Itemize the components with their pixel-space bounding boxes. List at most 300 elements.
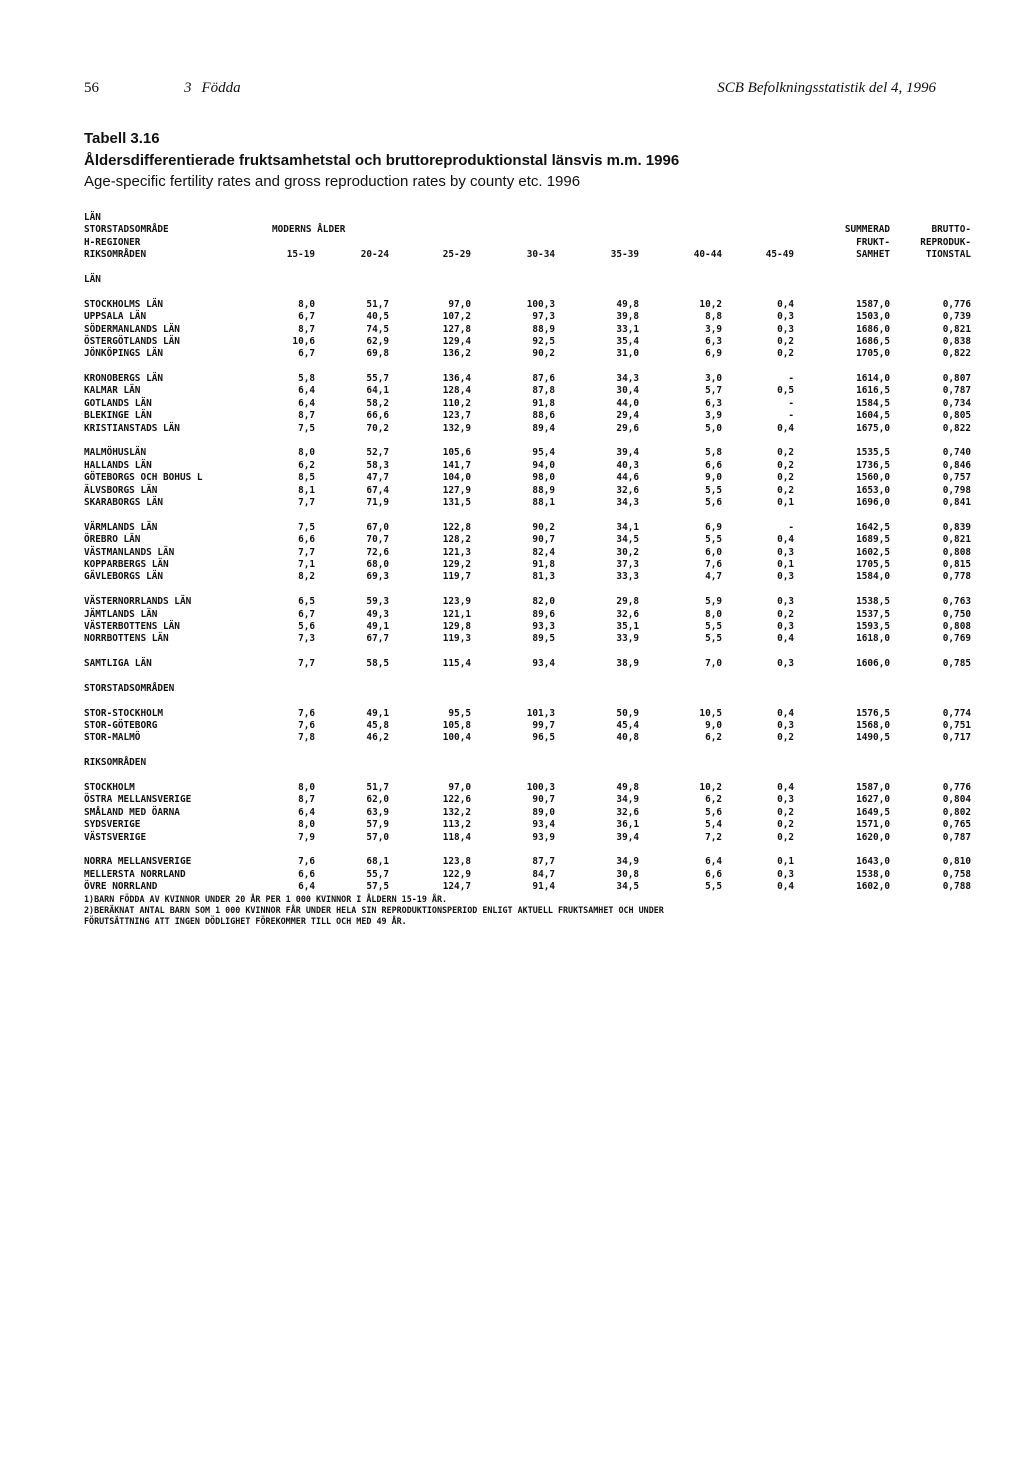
cell-value: 8,0 bbox=[298, 447, 315, 459]
cell-value: 93,9 bbox=[532, 831, 555, 843]
table-row bbox=[84, 633, 984, 645]
table-body bbox=[84, 262, 984, 894]
cell-value: 33,9 bbox=[616, 633, 639, 645]
row-label: ÖREBRO LÄN bbox=[84, 534, 141, 546]
table-row bbox=[84, 485, 984, 497]
cell-value: 0,788 bbox=[942, 881, 971, 893]
cell-value: 0,2 bbox=[777, 806, 794, 818]
stub-header-storstad: STORSTADSOMRÅDE bbox=[84, 224, 169, 236]
cell-value: 0,769 bbox=[942, 633, 971, 645]
cell-value: 132,2 bbox=[442, 806, 471, 818]
footnotes bbox=[84, 894, 664, 927]
cell-value: 5,7 bbox=[705, 385, 722, 397]
section-heading bbox=[84, 683, 984, 695]
cell-value: 62,0 bbox=[366, 794, 389, 806]
cell-value: 1675,0 bbox=[856, 422, 890, 434]
cell-value: 5,9 bbox=[705, 596, 722, 608]
row-label: VÄSTERNORRLANDS LÄN bbox=[84, 596, 192, 608]
cell-value: 51,7 bbox=[366, 781, 389, 793]
row-label: KRONOBERGS LÄN bbox=[84, 373, 164, 385]
table-row bbox=[84, 658, 984, 670]
table-row bbox=[84, 522, 984, 534]
age-header-45-49: 45-49 bbox=[765, 249, 794, 261]
cell-value: 46,2 bbox=[366, 732, 389, 744]
cell-value: 6,3 bbox=[705, 397, 722, 409]
row-label: SKARABORGS LÄN bbox=[84, 496, 164, 508]
cell-value: 57,9 bbox=[366, 819, 389, 831]
cell-value: 110,2 bbox=[442, 397, 471, 409]
cell-value: 0,805 bbox=[942, 410, 971, 422]
cell-value: 58,3 bbox=[366, 459, 389, 471]
summed-header-1: SUMMERAD bbox=[844, 224, 890, 236]
cell-value: 45,8 bbox=[366, 720, 389, 732]
row-label: VÄSTMANLANDS LÄN bbox=[84, 546, 175, 558]
cell-value: 30,8 bbox=[616, 868, 639, 880]
cell-value: 1643,0 bbox=[856, 856, 890, 868]
footnote-1: 1)BARN FÖDDA AV KVINNOR UNDER 20 ÅR PER 1 000 KVINNOR I ÅLDERN 15-19 ÅR. bbox=[84, 894, 448, 904]
row-label: ÄLVSBORGS LÄN bbox=[84, 484, 158, 496]
table-row bbox=[84, 460, 984, 472]
table-titles bbox=[84, 130, 679, 190]
table-title-english: Age-specific fertility rates and gross reproduction rates by county etc. 1996 bbox=[84, 173, 581, 190]
cell-value: 6,4 bbox=[298, 397, 315, 409]
cell-value: 90,7 bbox=[532, 794, 555, 806]
cell-value: 5,5 bbox=[705, 534, 722, 546]
cell-value: 9,0 bbox=[705, 472, 722, 484]
gross-header-2: REPRODUK- bbox=[920, 236, 971, 248]
cell-value: 88,6 bbox=[532, 410, 555, 422]
spacer bbox=[84, 844, 984, 856]
cell-value: 0,804 bbox=[942, 794, 971, 806]
stub-header-lan: LÄN bbox=[84, 212, 101, 223]
cell-value: 40,5 bbox=[366, 311, 389, 323]
publication-title: SCB Befolkningsstatistik del 4, 1996 bbox=[717, 80, 936, 96]
cell-value: 0,3 bbox=[777, 620, 794, 632]
cell-value: 67,7 bbox=[366, 633, 389, 645]
cell-value: 93,3 bbox=[532, 620, 555, 632]
row-label: STOCKHOLM bbox=[84, 781, 135, 793]
cell-value: 6,6 bbox=[705, 868, 722, 880]
cell-value: 1535,5 bbox=[856, 447, 890, 459]
cell-value: 6,2 bbox=[298, 459, 315, 471]
cell-value: 30,4 bbox=[616, 385, 639, 397]
row-label: GÄVLEBORGS LÄN bbox=[84, 571, 164, 583]
cell-value: 1614,0 bbox=[856, 373, 890, 385]
cell-value: 0,802 bbox=[942, 806, 971, 818]
cell-value: 0,3 bbox=[777, 546, 794, 558]
cell-value: 0,821 bbox=[942, 323, 971, 335]
cell-value: 3,9 bbox=[705, 410, 722, 422]
cell-value: 82,0 bbox=[532, 596, 555, 608]
age-group-header: MODERNS ÅLDER bbox=[272, 224, 346, 236]
cell-value: 0,776 bbox=[942, 298, 971, 310]
cell-value: 6,0 bbox=[705, 546, 722, 558]
row-label: GOTLANDS LÄN bbox=[84, 397, 152, 409]
cell-value: 0,2 bbox=[777, 447, 794, 459]
cell-value: 10,5 bbox=[699, 707, 722, 719]
spacer bbox=[84, 509, 984, 521]
cell-value: 8,0 bbox=[298, 781, 315, 793]
row-label: KALMAR LÄN bbox=[84, 385, 141, 397]
row-label: JÄMTLANDS LÄN bbox=[84, 608, 158, 620]
cell-value: 8,0 bbox=[298, 298, 315, 310]
cell-value: 104,0 bbox=[442, 472, 471, 484]
cell-value: 10,2 bbox=[699, 298, 722, 310]
table-row bbox=[84, 732, 984, 744]
cell-value: 95,5 bbox=[448, 707, 471, 719]
cell-value: 33,3 bbox=[616, 571, 639, 583]
cell-value: 1538,0 bbox=[856, 868, 890, 880]
cell-value: 58,2 bbox=[366, 397, 389, 409]
cell-value: 1571,0 bbox=[856, 819, 890, 831]
cell-value: 1490,5 bbox=[856, 732, 890, 744]
cell-value: 34,1 bbox=[616, 521, 639, 533]
cell-value: 0,765 bbox=[942, 819, 971, 831]
cell-value: 0,3 bbox=[777, 720, 794, 732]
cell-value: - bbox=[788, 521, 794, 533]
cell-value: 67,0 bbox=[366, 521, 389, 533]
cell-value: 8,7 bbox=[298, 410, 315, 422]
cell-value: 50,9 bbox=[616, 707, 639, 719]
cell-value: 129,8 bbox=[442, 620, 471, 632]
cell-value: 100,3 bbox=[526, 298, 555, 310]
cell-value: 5,4 bbox=[705, 819, 722, 831]
table-row bbox=[84, 348, 984, 360]
row-label: NORRA MELLANSVERIGE bbox=[84, 856, 192, 868]
cell-value: 39,8 bbox=[616, 311, 639, 323]
cell-value: 1576,5 bbox=[856, 707, 890, 719]
table-row bbox=[84, 708, 984, 720]
cell-value: 5,5 bbox=[705, 620, 722, 632]
cell-value: 0,776 bbox=[942, 781, 971, 793]
cell-value: 7,9 bbox=[298, 831, 315, 843]
cell-value: 127,8 bbox=[442, 323, 471, 335]
section-heading-label: STORSTADSOMRÅDEN bbox=[84, 682, 175, 694]
table-row bbox=[84, 324, 984, 336]
cell-value: 34,5 bbox=[616, 534, 639, 546]
row-label: ÖVRE NORRLAND bbox=[84, 881, 158, 893]
cell-value: 10,6 bbox=[292, 335, 315, 347]
cell-value: 115,4 bbox=[442, 658, 471, 670]
cell-value: 6,4 bbox=[705, 856, 722, 868]
cell-value: 7,0 bbox=[705, 658, 722, 670]
cell-value: 1538,5 bbox=[856, 596, 890, 608]
cell-value: 0,807 bbox=[942, 373, 971, 385]
cell-value: 0,4 bbox=[777, 633, 794, 645]
cell-value: 70,7 bbox=[366, 534, 389, 546]
cell-value: 71,9 bbox=[366, 496, 389, 508]
summed-header-3: SAMHET bbox=[856, 249, 890, 261]
cell-value: 1602,5 bbox=[856, 546, 890, 558]
cell-value: 0,1 bbox=[777, 558, 794, 570]
table-row bbox=[84, 336, 984, 348]
cell-value: 8,7 bbox=[298, 794, 315, 806]
cell-value: 0,734 bbox=[942, 397, 971, 409]
cell-value: 34,3 bbox=[616, 373, 639, 385]
cell-value: 57,5 bbox=[366, 881, 389, 893]
cell-value: 0,787 bbox=[942, 385, 971, 397]
cell-value: 7,7 bbox=[298, 658, 315, 670]
cell-value: 7,8 bbox=[298, 732, 315, 744]
cell-value: 129,4 bbox=[442, 335, 471, 347]
table-row bbox=[84, 856, 984, 868]
cell-value: 118,4 bbox=[442, 831, 471, 843]
table-row bbox=[84, 881, 984, 893]
row-label: KOPPARBERGS LÄN bbox=[84, 558, 169, 570]
cell-value: 97,0 bbox=[448, 781, 471, 793]
cell-value: 113,2 bbox=[442, 819, 471, 831]
section-heading-label: LÄN bbox=[84, 273, 101, 285]
cell-value: 8,0 bbox=[705, 608, 722, 620]
cell-value: 129,2 bbox=[442, 558, 471, 570]
cell-value: 0,815 bbox=[942, 558, 971, 570]
cell-value: 132,9 bbox=[442, 422, 471, 434]
cell-value: 0,4 bbox=[777, 298, 794, 310]
cell-value: 136,2 bbox=[442, 348, 471, 360]
cell-value: 89,4 bbox=[532, 422, 555, 434]
cell-value: 29,4 bbox=[616, 410, 639, 422]
cell-value: 7,3 bbox=[298, 633, 315, 645]
cell-value: 0,4 bbox=[777, 534, 794, 546]
cell-value: 0,822 bbox=[942, 422, 971, 434]
cell-value: 88,9 bbox=[532, 484, 555, 496]
cell-value: 0,757 bbox=[942, 472, 971, 484]
cell-value: 34,9 bbox=[616, 794, 639, 806]
cell-value: 49,1 bbox=[366, 707, 389, 719]
cell-value: 1616,5 bbox=[856, 385, 890, 397]
spacer bbox=[84, 262, 984, 274]
spacer bbox=[84, 584, 984, 596]
cell-value: 51,7 bbox=[366, 298, 389, 310]
spacer bbox=[84, 670, 984, 682]
cell-value: 0,838 bbox=[942, 335, 971, 347]
cell-value: 128,2 bbox=[442, 534, 471, 546]
table-row bbox=[84, 497, 984, 509]
cell-value: 90,7 bbox=[532, 534, 555, 546]
cell-value: 0,3 bbox=[777, 571, 794, 583]
cell-value: 0,758 bbox=[942, 868, 971, 880]
cell-value: 89,0 bbox=[532, 806, 555, 818]
cell-value: 1642,5 bbox=[856, 521, 890, 533]
cell-value: 5,5 bbox=[705, 484, 722, 496]
cell-value: 31,0 bbox=[616, 348, 639, 360]
cell-value: 82,4 bbox=[532, 546, 555, 558]
cell-value: 7,5 bbox=[298, 521, 315, 533]
table-row bbox=[84, 807, 984, 819]
cell-value: 1689,5 bbox=[856, 534, 890, 546]
cell-value: 1568,0 bbox=[856, 720, 890, 732]
cell-value: 1584,5 bbox=[856, 397, 890, 409]
cell-value: - bbox=[788, 410, 794, 422]
cell-value: 0,785 bbox=[942, 658, 971, 670]
cell-value: 68,0 bbox=[366, 558, 389, 570]
gross-header-3: TIONSTAL bbox=[925, 249, 971, 261]
cell-value: 0,808 bbox=[942, 546, 971, 558]
cell-value: 74,5 bbox=[366, 323, 389, 335]
cell-value: 0,1 bbox=[777, 856, 794, 868]
section-heading bbox=[84, 274, 984, 286]
cell-value: 8,2 bbox=[298, 571, 315, 583]
cell-value: 123,8 bbox=[442, 856, 471, 868]
cell-value: 6,4 bbox=[298, 385, 315, 397]
cell-value: 5,0 bbox=[705, 422, 722, 434]
cell-value: 7,6 bbox=[298, 856, 315, 868]
cell-value: 8,5 bbox=[298, 472, 315, 484]
cell-value: 100,3 bbox=[526, 781, 555, 793]
table-row bbox=[84, 559, 984, 571]
cell-value: 131,5 bbox=[442, 496, 471, 508]
age-header-30-34: 30-34 bbox=[526, 249, 555, 261]
cell-value: 105,8 bbox=[442, 720, 471, 732]
cell-value: 8,1 bbox=[298, 484, 315, 496]
cell-value: 6,7 bbox=[298, 608, 315, 620]
table-row bbox=[84, 819, 984, 831]
cell-value: 101,3 bbox=[526, 707, 555, 719]
cell-value: 30,2 bbox=[616, 546, 639, 558]
section-heading-label: RIKSOMRÅDEN bbox=[84, 757, 147, 769]
row-label: STOR-STOCKHOLM bbox=[84, 707, 164, 719]
cell-value: 122,8 bbox=[442, 521, 471, 533]
cell-value: 1649,5 bbox=[856, 806, 890, 818]
chapter-number: 3 bbox=[184, 80, 192, 96]
cell-value: 3,0 bbox=[705, 373, 722, 385]
cell-value: 0,778 bbox=[942, 571, 971, 583]
cell-value: 0,2 bbox=[777, 819, 794, 831]
cell-value: 96,5 bbox=[532, 732, 555, 744]
age-header-25-29: 25-29 bbox=[442, 249, 471, 261]
cell-value: 97,0 bbox=[448, 298, 471, 310]
cell-value: 0,3 bbox=[777, 596, 794, 608]
row-label: STOR-GÖTEBORG bbox=[84, 720, 158, 732]
stub-header-hregioner: H-REGIONER bbox=[84, 236, 141, 248]
cell-value: 29,6 bbox=[616, 422, 639, 434]
table-row bbox=[84, 373, 984, 385]
cell-value: 1503,0 bbox=[856, 311, 890, 323]
row-label: ÖSTRA MELLANSVERIGE bbox=[84, 794, 192, 806]
cell-value: - bbox=[788, 397, 794, 409]
cell-value: 0,841 bbox=[942, 496, 971, 508]
cell-value: 1653,0 bbox=[856, 484, 890, 496]
cell-value: 122,6 bbox=[442, 794, 471, 806]
cell-value: 87,8 bbox=[532, 385, 555, 397]
spacer bbox=[84, 361, 984, 373]
cell-value: 90,2 bbox=[532, 521, 555, 533]
cell-value: 6,4 bbox=[298, 806, 315, 818]
cell-value: 88,1 bbox=[532, 496, 555, 508]
cell-value: 6,7 bbox=[298, 348, 315, 360]
row-label: GÖTEBORGS OCH BOHUS L bbox=[84, 472, 203, 484]
cell-value: 40,3 bbox=[616, 459, 639, 471]
cell-value: 92,5 bbox=[532, 335, 555, 347]
cell-value: 6,5 bbox=[298, 596, 315, 608]
cell-value: 1736,5 bbox=[856, 459, 890, 471]
cell-value: 81,3 bbox=[532, 571, 555, 583]
cell-value: 0,1 bbox=[777, 496, 794, 508]
cell-value: 127,9 bbox=[442, 484, 471, 496]
chapter-heading bbox=[184, 80, 241, 97]
row-label: MELLERSTA NORRLAND bbox=[84, 868, 186, 880]
spacer bbox=[84, 770, 984, 782]
cell-value: 87,7 bbox=[532, 856, 555, 868]
cell-value: 91,4 bbox=[532, 881, 555, 893]
cell-value: 1584,0 bbox=[856, 571, 890, 583]
cell-value: 99,7 bbox=[532, 720, 555, 732]
footnote-2: 2)BERÄKNAT ANTAL BARN SOM 1 000 KVINNOR FÅR UNDER HELA SIN REPRODUKTIONSPERIOD ENLIGT AKTUELL FRUKTSAMHET OCH UNDER bbox=[84, 905, 664, 915]
cell-value: 6,6 bbox=[298, 868, 315, 880]
table-row bbox=[84, 311, 984, 323]
cell-value: 89,5 bbox=[532, 633, 555, 645]
cell-value: 0,4 bbox=[777, 781, 794, 793]
cell-value: 0,5 bbox=[777, 385, 794, 397]
cell-value: 0,2 bbox=[777, 472, 794, 484]
row-label: SMÅLAND MED ÖARNA bbox=[84, 806, 180, 818]
cell-value: 62,9 bbox=[366, 335, 389, 347]
cell-value: 0,4 bbox=[777, 707, 794, 719]
cell-value: 0,717 bbox=[942, 732, 971, 744]
cell-value: 0,821 bbox=[942, 534, 971, 546]
table-row bbox=[84, 782, 984, 794]
cell-value: 0,751 bbox=[942, 720, 971, 732]
cell-value: 1587,0 bbox=[856, 781, 890, 793]
cell-value: 0,763 bbox=[942, 596, 971, 608]
cell-value: 40,8 bbox=[616, 732, 639, 744]
table-row bbox=[84, 794, 984, 806]
cell-value: 0,798 bbox=[942, 484, 971, 496]
cell-value: 5,5 bbox=[705, 881, 722, 893]
cell-value: 0,3 bbox=[777, 658, 794, 670]
row-label: KRISTIANSTADS LÄN bbox=[84, 422, 180, 434]
cell-value: 87,6 bbox=[532, 373, 555, 385]
row-label: SÖDERMANLANDS LÄN bbox=[84, 323, 180, 335]
cell-value: 105,6 bbox=[442, 447, 471, 459]
cell-value: 68,1 bbox=[366, 856, 389, 868]
cell-value: 0,739 bbox=[942, 311, 971, 323]
cell-value: 6,2 bbox=[705, 732, 722, 744]
cell-value: 4,7 bbox=[705, 571, 722, 583]
cell-value: 36,1 bbox=[616, 819, 639, 831]
cell-value: 0,3 bbox=[777, 311, 794, 323]
cell-value: 39,4 bbox=[616, 831, 639, 843]
cell-value: 9,0 bbox=[705, 720, 722, 732]
cell-value: 0,774 bbox=[942, 707, 971, 719]
cell-value: 35,1 bbox=[616, 620, 639, 632]
cell-value: 55,7 bbox=[366, 868, 389, 880]
cell-value: 33,1 bbox=[616, 323, 639, 335]
cell-value: 8,7 bbox=[298, 323, 315, 335]
table-row bbox=[84, 547, 984, 559]
row-label: VÄSTSVERIGE bbox=[84, 831, 147, 843]
cell-value: 119,7 bbox=[442, 571, 471, 583]
cell-value: 123,9 bbox=[442, 596, 471, 608]
cell-value: 6,3 bbox=[705, 335, 722, 347]
cell-value: 7,6 bbox=[298, 720, 315, 732]
cell-value: 121,3 bbox=[442, 546, 471, 558]
cell-value: 7,2 bbox=[705, 831, 722, 843]
row-label: ÖSTERGÖTLANDS LÄN bbox=[84, 335, 180, 347]
row-label: UPPSALA LÄN bbox=[84, 311, 147, 323]
cell-value: 44,6 bbox=[616, 472, 639, 484]
table-row bbox=[84, 720, 984, 732]
cell-value: 69,8 bbox=[366, 348, 389, 360]
cell-value: 7,7 bbox=[298, 546, 315, 558]
cell-value: 35,4 bbox=[616, 335, 639, 347]
cell-value: 38,9 bbox=[616, 658, 639, 670]
cell-value: 0,822 bbox=[942, 348, 971, 360]
cell-value: 90,2 bbox=[532, 348, 555, 360]
cell-value: 37,3 bbox=[616, 558, 639, 570]
page-number: 56 bbox=[84, 80, 99, 96]
row-label: VÄRMLANDS LÄN bbox=[84, 521, 158, 533]
